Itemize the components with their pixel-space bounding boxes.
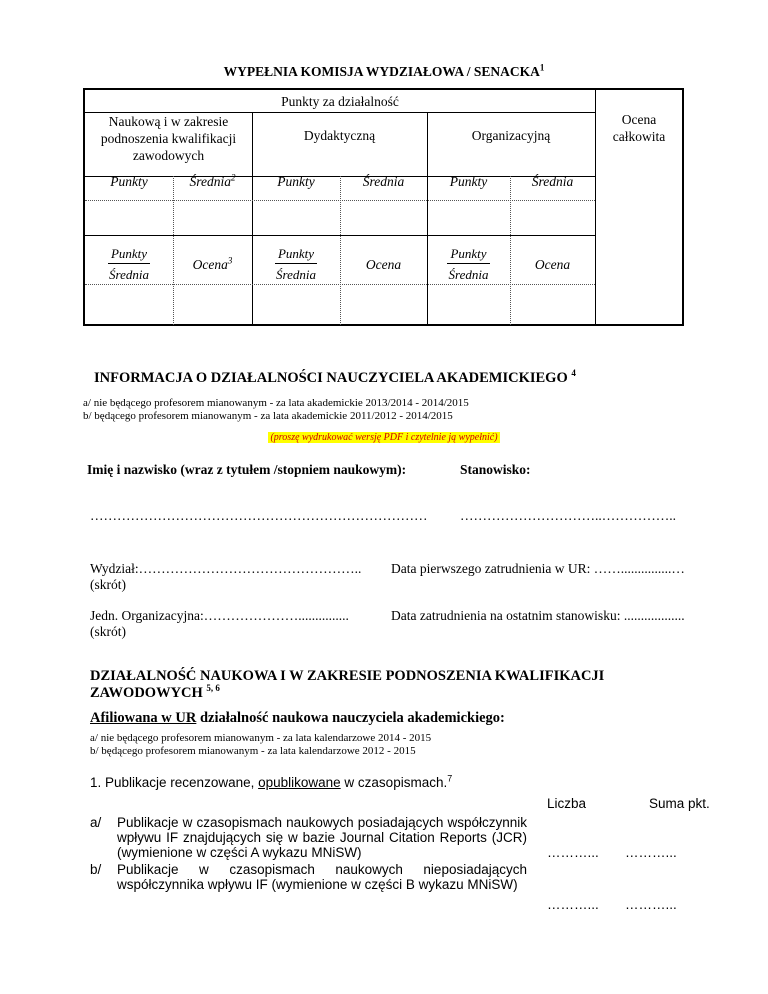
wydzial-field[interactable]: Wydział:………………………………………….. (90, 561, 362, 576)
grading-table (83, 88, 684, 326)
fraction-2: Punkty Średnia (276, 246, 316, 282)
afil-heading: Afiliowana w UR działalność naukowa nauczyciela akademickiego: (90, 710, 505, 726)
position-field[interactable]: …………………………..…………….. (460, 508, 676, 523)
info-line-a: a/ nie będącego profesorem mianowanym - za lata akademickie 2013/2014 - 2014/2015 (83, 397, 469, 409)
committee-title: WYPEŁNIA KOMISJA WYDZIAŁOWA / SENACKA$^1$ (223, 62, 545, 79)
name-field[interactable]: ………………………………………………………………… (90, 508, 428, 523)
section-line-b: b/ będącego profesorem mianowanym - za lata kalendarzowe 2012 - 2015 (90, 745, 416, 757)
item-liczba-b[interactable]: ………... (547, 897, 599, 912)
wydzial-skrot: (skrót) (90, 577, 126, 592)
header-naukowa: Naukową i w zakresie podnoszenia kwalifikacji zawodowych (100, 114, 237, 163)
col-liczba: Liczba (547, 796, 587, 811)
cell-punkty-1: Punkty (110, 174, 148, 189)
publications-heading: 1. Publikacje recenzowane, opublikowane w czasopismach.$^7$ (90, 773, 453, 790)
cell-punkty-3: Punkty (449, 174, 488, 189)
item-marker-b: b/ (90, 862, 102, 877)
section-line-a: a/ nie będącego profesorem mianowanym - za lata kalendarzowe 2014 - 2015 (90, 732, 432, 744)
cell-ocena-1: Ocena$^3$ (192, 255, 233, 272)
cell-srednia-3: Średnia (531, 174, 574, 189)
cell-ocena-2: Ocena (365, 257, 402, 272)
jedn-field[interactable]: Jedn. Organizacyjna:…………………............... (90, 608, 349, 623)
header-dydaktyczna: Dydaktyczną (303, 128, 376, 143)
jedn-skrot: (skrót) (90, 624, 126, 639)
data-pierwszego-field[interactable]: Data pierwszego zatrudnienia w UR: ……...............… (391, 561, 685, 576)
group-header: Punkty za działalność (281, 94, 399, 109)
cell-srednia-1: Średnia$^2$ (189, 172, 236, 189)
position-label: Stanowisko: (460, 462, 531, 477)
item-text-a: Publikacje w czasopismach naukowych posiadających współczynnik wpływu IF znajdujących się w bazie Journal Citation Reports (JCR) (wymienione w części A wykazu MNiSW) (117, 815, 527, 860)
fraction-1: Punkty Średnia (109, 246, 149, 282)
pdf-note: (proszę wydrukować wersję PDF i czytelnie ją wypełnić) (270, 432, 498, 443)
data-ostatnim-field[interactable]: Data zatrudnienia na ostatnim stanowisku: .................. (391, 608, 685, 623)
header-ocena-calkowita: Ocena całkowita (612, 112, 666, 144)
item-liczba-a[interactable]: ………... (547, 845, 599, 860)
cell-punkty-2: Punkty (277, 174, 315, 189)
cell-srednia-2: Średnia (362, 174, 405, 189)
info-title: INFORMACJA O DZIAŁALNOŚCI NAUCZYCIELA AKADEMICKIEGO $^4$ (94, 368, 576, 386)
item-suma-b[interactable]: ………... (625, 897, 677, 912)
header-organizacyjna: Organizacyjną (471, 128, 551, 143)
item-marker-a: a/ (90, 815, 102, 830)
info-line-b: b/ będącego profesorem mianowanym - za lata akademickie 2011/2012 - 2014/2015 (83, 410, 453, 422)
name-label: Imię i nazwisko (wraz z tytułem /stopniem naukowym): (87, 462, 407, 477)
item-text-b: Publikacje w czasopismach naukowych nieposiadających współczynnika wpływu IF (wymienione w części B wykazu MNiSW) (117, 862, 527, 892)
col-suma: Suma pkt. (649, 796, 710, 811)
cell-ocena-3: Ocena (534, 257, 571, 272)
fraction-3: Punkty Średnia (448, 246, 489, 282)
item-suma-a[interactable]: ………... (625, 845, 677, 860)
section-title: DZIAŁALNOŚĆ NAUKOWA I W ZAKRESIE PODNOSZENIA KWALIFIKACJI ZAWODOWYCH $^{5, 6}$ (90, 668, 605, 701)
